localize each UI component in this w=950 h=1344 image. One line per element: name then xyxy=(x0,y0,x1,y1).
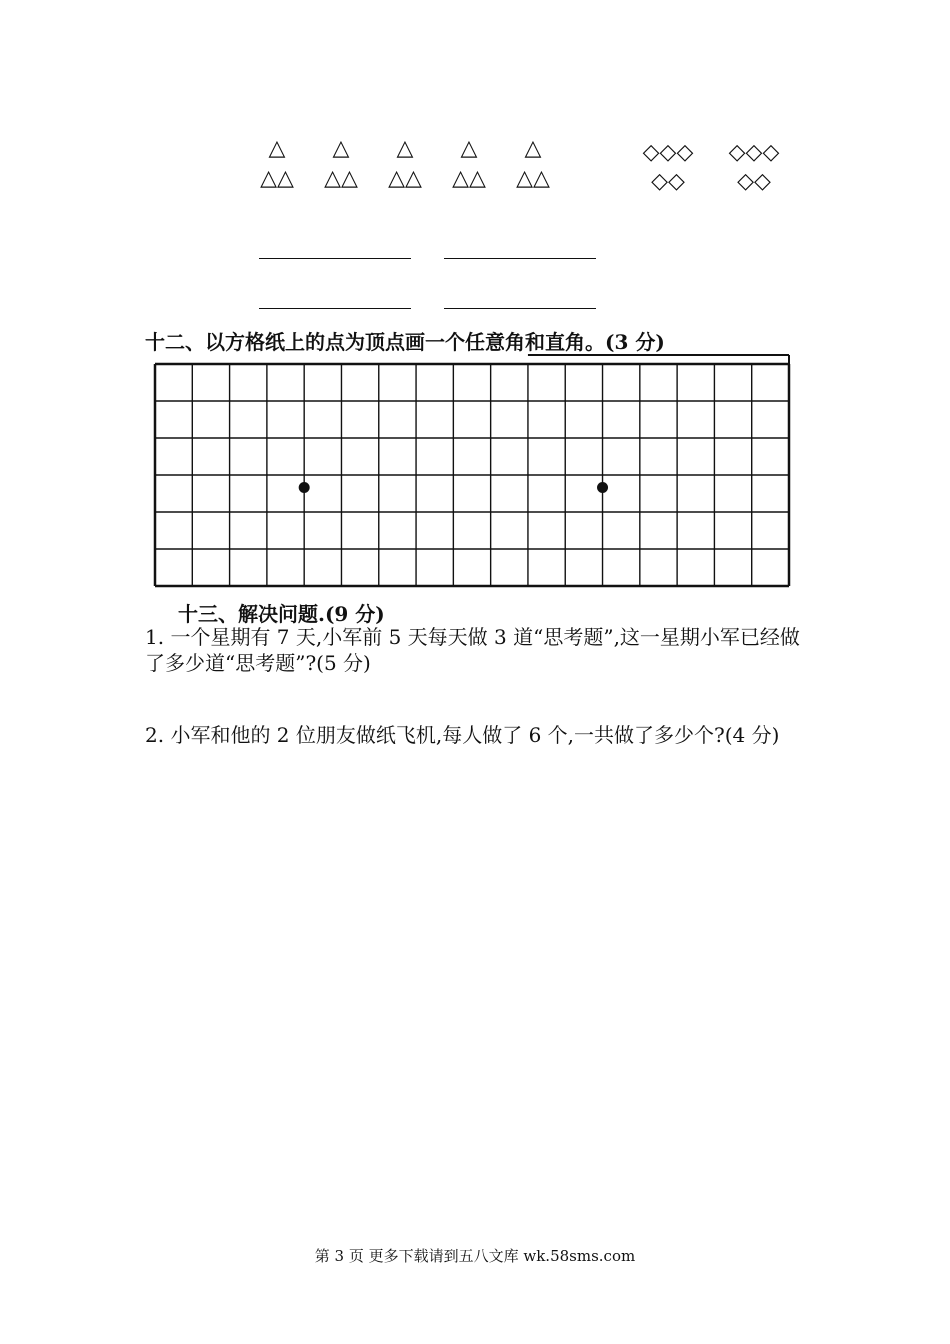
triangle-group-4 xyxy=(444,138,494,190)
diamond-bottom: ◇◇ xyxy=(651,169,685,194)
triangle-bottom: △△ xyxy=(388,166,422,191)
triangle-top: △ xyxy=(460,136,478,161)
diamond-group-1 xyxy=(633,142,703,193)
section-13-heading: 十三、解决问题.(9 分) xyxy=(178,602,385,626)
triangle-bottom: △△ xyxy=(324,166,358,191)
section-12-heading: 十二、以方格纸上的点为顶点画一个任意角和直角。(3 分) xyxy=(145,330,665,354)
grid-paper[interactable] xyxy=(152,354,792,588)
answer-blank[interactable] xyxy=(259,258,411,259)
diamond-top: ◇◇◇ xyxy=(642,140,694,165)
diamond-group-2 xyxy=(719,142,789,193)
answer-blank[interactable] xyxy=(444,258,596,259)
triangle-top: △ xyxy=(396,136,414,161)
triangle-group-5 xyxy=(508,138,558,190)
triangle-top: △ xyxy=(268,136,286,161)
vertex-dot[interactable] xyxy=(597,482,608,493)
triangle-top: △ xyxy=(524,136,542,161)
triangle-bottom: △△ xyxy=(452,166,486,191)
grid-paper-svg[interactable] xyxy=(152,354,792,588)
answer-blank[interactable] xyxy=(259,308,411,309)
triangle-group-1 xyxy=(252,138,302,190)
diamond-bottom: ◇◇ xyxy=(737,169,771,194)
triangle-top: △ xyxy=(332,136,350,161)
question-2: 2. 小军和他的 2 位朋友做纸飞机,每人做了 6 个,一共做了多少个?(4 分) xyxy=(145,723,780,747)
page-footer: 第 3 页 更多下载请到五八文库 wk.58sms.com xyxy=(314,1247,636,1265)
question-1: 1. 一个星期有 7 天,小军前 5 天每天做 3 道“思考题”,这一星期小军已经做了多少道“思考题”?(5 分) xyxy=(145,625,800,675)
answer-blank[interactable] xyxy=(444,308,596,309)
triangle-bottom: △△ xyxy=(516,166,550,191)
triangle-group-3 xyxy=(380,138,430,190)
diamond-top: ◇◇◇ xyxy=(728,140,780,165)
vertex-dot[interactable] xyxy=(299,482,310,493)
triangle-group-2 xyxy=(316,138,366,190)
triangle-bottom: △△ xyxy=(260,166,294,191)
